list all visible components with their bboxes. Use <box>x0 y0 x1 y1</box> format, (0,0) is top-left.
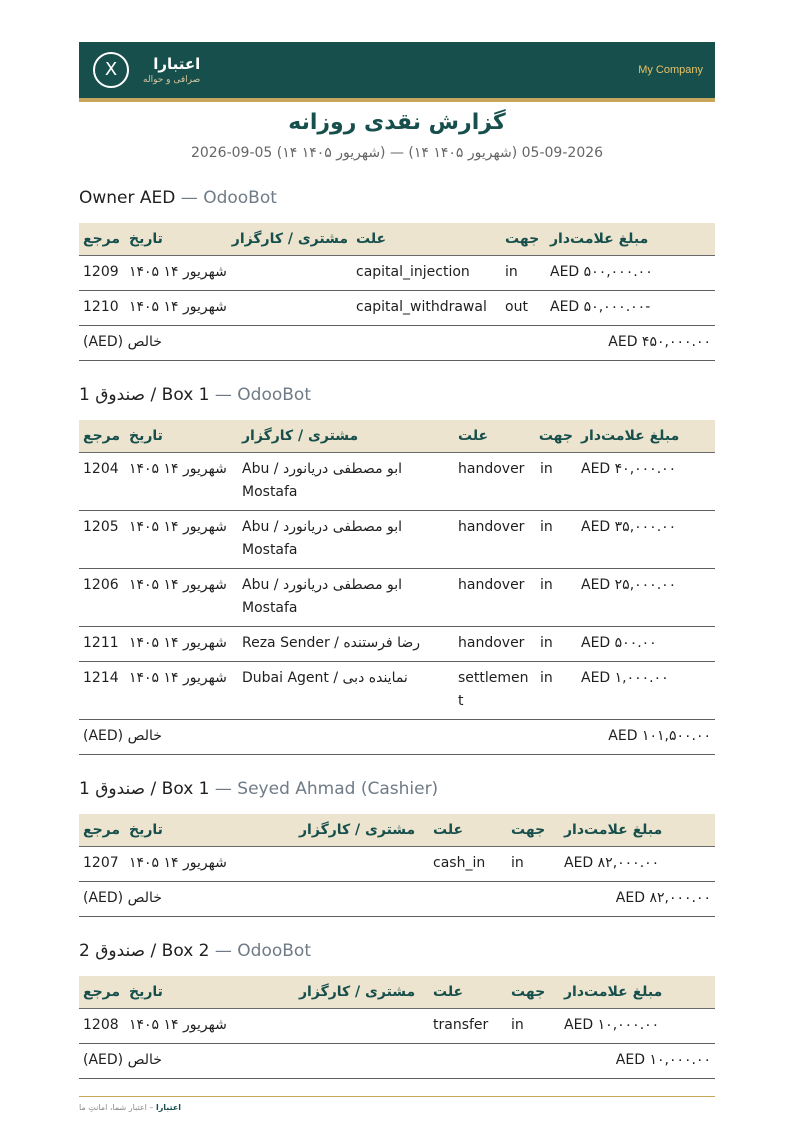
column-header-amount: مبلغ علامت‌دار <box>560 814 715 847</box>
net-row <box>79 326 715 361</box>
column-header-date: تاریخ <box>125 976 295 1009</box>
cell-direction: in <box>507 1009 560 1044</box>
transactions-table <box>79 420 715 755</box>
cell-reason: handover <box>454 453 536 511</box>
net-amount: AED ۱۰,۰۰۰.۰۰ <box>429 1044 715 1079</box>
cell-direction: in <box>536 453 577 511</box>
section-cashbox-name: Owner AED <box>79 188 176 208</box>
cell-reason: capital_injection <box>352 256 501 291</box>
table-row <box>79 1009 715 1044</box>
footer-tagline: – اعتبار شما، امانتِ ما <box>79 1103 154 1112</box>
report-date-range: 2026-09-05 (۱۴ شهریور ۱۴۰۵) — (شهریور ۱۴۰۵ ۱۴) 2026-09-05 <box>190 145 604 161</box>
cell-party: Abu / ابو مصطفی دریانورد Mostafa <box>238 453 454 511</box>
column-header-ref: مرجع <box>79 976 125 1009</box>
cell-reason: cash_in <box>429 847 507 882</box>
brand-block <box>93 52 200 88</box>
table-header-row <box>79 420 715 453</box>
cell-date: شهریور ۱۴ ۱۴۰۵ <box>125 453 238 511</box>
column-header-party: مشتری / کارگزار <box>295 976 429 1009</box>
cell-date: شهریور ۱۴ ۱۴۰۵ <box>125 662 238 720</box>
cell-party <box>295 1009 429 1044</box>
table-header-row <box>79 223 715 256</box>
cell-amount: AED ۵۰۰.۰۰ <box>577 627 715 662</box>
table-header-row <box>79 814 715 847</box>
column-header-party: مشتری / کارگزار <box>238 223 352 256</box>
report-sections <box>79 186 715 1079</box>
column-header-date: تاریخ <box>125 420 238 453</box>
cell-amount: AED ۸۲,۰۰۰.۰۰ <box>560 847 715 882</box>
table-row <box>79 627 715 662</box>
section-separator: — <box>209 385 238 405</box>
column-header-party: مشتری / کارگزار <box>238 420 454 453</box>
net-label: (AED) خالص <box>79 882 429 917</box>
cell-reason: handover <box>454 511 536 569</box>
section-title <box>79 777 715 801</box>
net-row <box>79 720 715 755</box>
cell-ref: 1207 <box>79 847 125 882</box>
table-row <box>79 291 715 326</box>
section-cashbox-name: 1 صندوق / Box 1 <box>79 385 210 405</box>
cell-party: Abu / ابو مصطفی دریانورد Mostafa <box>238 569 454 627</box>
cell-party: Reza Sender / رضا فرستنده <box>238 627 454 662</box>
cell-amount: AED ۵۰,۰۰۰.۰۰- <box>546 291 715 326</box>
section-title <box>79 939 715 963</box>
cell-date: شهریور ۱۴ ۱۴۰۵ <box>125 1009 295 1044</box>
transactions-table <box>79 223 715 361</box>
cell-amount: AED ۱۰,۰۰۰.۰۰ <box>560 1009 715 1044</box>
column-header-direction: جهت <box>507 814 560 847</box>
cell-direction: in <box>501 256 546 291</box>
cell-ref: 1214 <box>79 662 125 720</box>
column-header-party: مشتری / کارگزار <box>295 814 429 847</box>
column-header-direction: جهت <box>507 976 560 1009</box>
brand-subtitle: صرافی و حواله <box>143 74 201 85</box>
cell-amount: AED ۴۰,۰۰۰.۰۰ <box>577 453 715 511</box>
section-cashbox-name: 1 صندوق / Box 1 <box>79 779 210 799</box>
net-amount: AED ۱۰۱,۵۰۰.۰۰ <box>454 720 715 755</box>
section-title <box>79 186 715 210</box>
section-title <box>79 383 715 407</box>
section-owner: OdooBot <box>237 941 311 961</box>
cell-ref: 1204 <box>79 453 125 511</box>
column-header-ref: مرجع <box>79 814 125 847</box>
cell-party <box>238 256 352 291</box>
cell-ref: 1206 <box>79 569 125 627</box>
cell-date: شهریور ۱۴ ۱۴۰۵ <box>125 847 295 882</box>
table-row <box>79 511 715 569</box>
transactions-table <box>79 976 715 1079</box>
cell-direction: in <box>536 511 577 569</box>
column-header-ref: مرجع <box>79 223 125 256</box>
brand-header <box>79 42 715 102</box>
net-row <box>79 882 715 917</box>
cell-ref: 1211 <box>79 627 125 662</box>
cell-ref: 1209 <box>79 256 125 291</box>
brand-text <box>143 55 200 86</box>
net-amount: AED ۴۵۰,۰۰۰.۰۰ <box>352 326 715 361</box>
section-separator: — <box>209 941 238 961</box>
column-header-reason: علت <box>454 420 536 453</box>
cell-date: شهریور ۱۴ ۱۴۰۵ <box>125 291 238 326</box>
report-title: گزارش نقدی روزانه <box>288 110 506 135</box>
cell-party <box>295 847 429 882</box>
net-label: (AED) خالص <box>79 326 352 361</box>
table-row <box>79 569 715 627</box>
column-header-date: تاریخ <box>125 223 238 256</box>
column-header-amount: مبلغ علامت‌دار <box>577 420 715 453</box>
cell-party: Dubai Agent / نماینده دبی <box>238 662 454 720</box>
cell-direction: in <box>536 627 577 662</box>
column-header-direction: جهت <box>536 420 577 453</box>
section-separator: — <box>209 779 238 799</box>
section-separator: — <box>175 188 204 208</box>
company-name: My Company <box>638 64 703 76</box>
column-header-date: تاریخ <box>125 814 295 847</box>
cell-reason: handover <box>454 569 536 627</box>
cell-direction: out <box>501 291 546 326</box>
cell-amount: AED ۱,۰۰۰.۰۰ <box>577 662 715 720</box>
cell-date: شهریور ۱۴ ۱۴۰۵ <box>125 511 238 569</box>
cell-date: شهریور ۱۴ ۱۴۰۵ <box>125 627 238 662</box>
column-header-reason: علت <box>429 814 507 847</box>
footer-brand: اعتبارا <box>155 1103 182 1112</box>
column-header-reason: علت <box>352 223 501 256</box>
section-owner: Seyed Ahmad (Cashier) <box>237 779 439 799</box>
cell-direction: in <box>507 847 560 882</box>
column-header-amount: مبلغ علامت‌دار <box>560 976 715 1009</box>
table-row <box>79 847 715 882</box>
cell-reason: capital_withdrawal <box>352 291 501 326</box>
report-page <box>79 42 715 1112</box>
table-row <box>79 662 715 720</box>
cell-date: شهریور ۱۴ ۱۴۰۵ <box>125 256 238 291</box>
cell-amount: AED ۳۵,۰۰۰.۰۰ <box>577 511 715 569</box>
net-row <box>79 1044 715 1079</box>
table-row <box>79 453 715 511</box>
page-footer <box>79 1096 715 1112</box>
column-header-ref: مرجع <box>79 420 125 453</box>
section-owner: OdooBot <box>237 385 311 405</box>
section-cashbox-name: 2 صندوق / Box 2 <box>79 941 210 961</box>
cell-reason: settlement <box>454 662 536 720</box>
transactions-table <box>79 814 715 917</box>
net-label: (AED) خالص <box>79 1044 429 1079</box>
cell-date: شهریور ۱۴ ۱۴۰۵ <box>125 569 238 627</box>
column-header-amount: مبلغ علامت‌دار <box>546 223 715 256</box>
column-header-reason: علت <box>429 976 507 1009</box>
table-header-row <box>79 976 715 1009</box>
cell-reason: handover <box>454 627 536 662</box>
cell-ref: 1210 <box>79 291 125 326</box>
net-label: (AED) خالص <box>79 720 454 755</box>
cell-party: Abu / ابو مصطفی دریانورد Mostafa <box>238 511 454 569</box>
cell-ref: 1208 <box>79 1009 125 1044</box>
brand-name: اعتبارا <box>153 54 201 73</box>
cell-party <box>238 291 352 326</box>
cell-amount: AED ۵۰۰,۰۰۰.۰۰ <box>546 256 715 291</box>
section-owner: OdooBot <box>203 188 277 208</box>
cell-reason: transfer <box>429 1009 507 1044</box>
cell-direction: in <box>536 662 577 720</box>
column-header-direction: جهت <box>501 223 546 256</box>
net-amount: AED ۸۲,۰۰۰.۰۰ <box>429 882 715 917</box>
brand-logo-icon: X <box>93 52 129 88</box>
cell-amount: AED ۲۵,۰۰۰.۰۰ <box>577 569 715 627</box>
cell-ref: 1205 <box>79 511 125 569</box>
cell-direction: in <box>536 569 577 627</box>
table-row <box>79 256 715 291</box>
